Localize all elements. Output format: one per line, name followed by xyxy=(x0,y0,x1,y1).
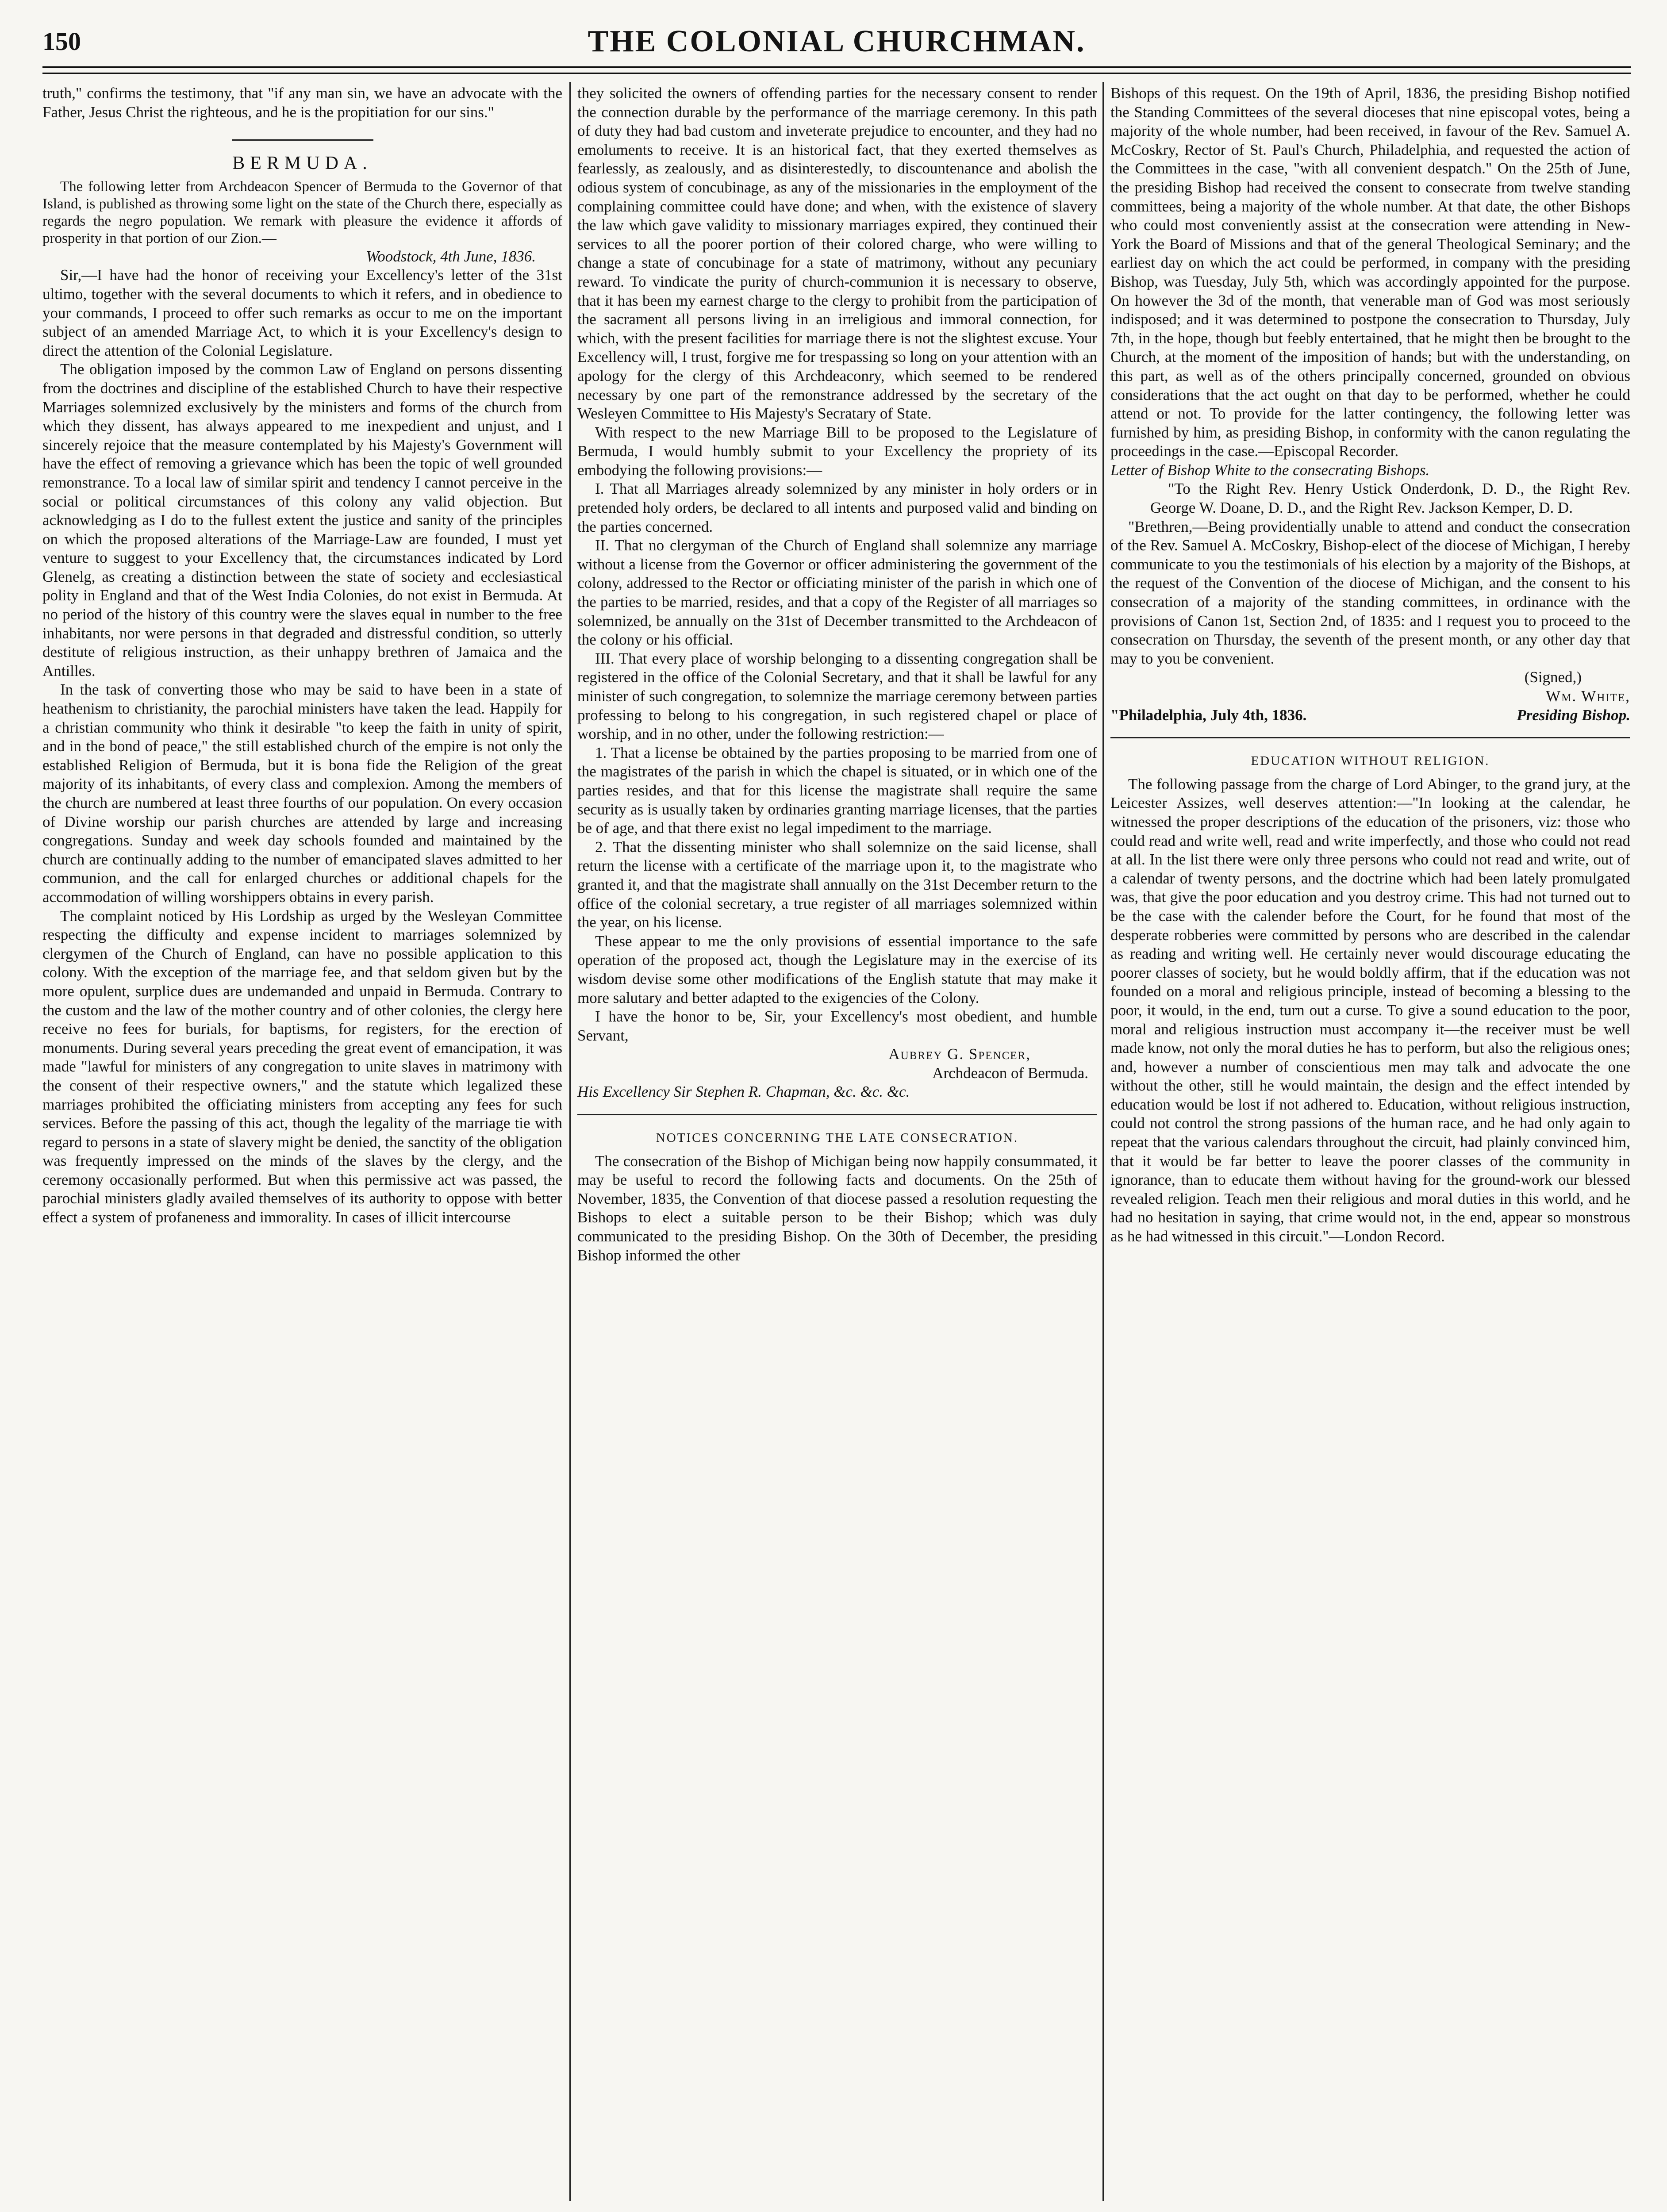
section-rule xyxy=(577,1114,1097,1115)
paragraph: These appear to me the only provisions of essential importance to the safe operation of the proposed act, though the Legislature may in the exercise of its wisdom devise some other modifications of the English statute that may make it more salutary and better adapted to the exigencies of the Colony. xyxy=(577,932,1097,1006)
letter-heading: Letter of Bishop White to the consecrating Bishops. xyxy=(1110,461,1430,479)
education-heading: EDUCATION WITHOUT RELIGION. xyxy=(1251,754,1490,768)
page-number: 150 xyxy=(42,27,81,56)
column-1 xyxy=(42,84,562,2199)
page-header xyxy=(42,18,1631,66)
paragraph: Bishops of this request. On the 19th of April, 1836, the presiding Bishop notified the Standing Committees of the several dioceses that nine episcopal votes, being a majority of the whole number, had been received, in favour of the Rev. Samuel A. McCoskry, Rector of St. Paul's Church, Philadelphia, and requested the action of the Committees in the case, "with all convenient despatch." On the 25th of June, the presiding Bishop had received the consent to consecrate from twelve standing committees, being a majority of the whole number. At that date, the other Bishops who could most conveniently assist at the consecration were attending in New-York the Board of Missions and that of the general Theological Seminary; and the earliest day on which the act could be performed, in company with the presiding Bishop, was Tuesday, July 5th, which was accordingly appointed for the purpose. On however the 3d of the month, that venerable man of God was most seriously indisposed; and it was determined to postpone the consecration to Thursday, July 7th, in the hope, though but feebly entertained, that he might then be brought to the Church, at the moment of the imposition of hands; but with the understanding, on this part, as well as of the others principally concerned, grounded on obvious considerations that the act ought on that day to be performed, whether he could attend or not. To provide for the latter contingency, the following letter was furnished by him, as presiding Bishop, in conformity with the canon regulating the proceedings in the case.—Episcopal Recorder. xyxy=(1110,84,1630,460)
paragraph: The consecration of the Bishop of Michigan being now happily consummated, it may be useful to record the following facts and documents. On the 25th of November, 1835, the Convention of that diocese passed a resolution requesting the Bishops to elect a suitable person to be their Bishop; which was duly communicated to the presiding Bishop. On the 30th of December, the presiding Bishop informed the other xyxy=(577,1152,1097,1264)
signed-mark: (Signed,) xyxy=(1524,668,1582,686)
opening-text: truth," confirms the testimony, that "if any man sin, we have an advocate with the Father, Jesus Christ the righteous, and he is the propitiation for our sins." xyxy=(42,84,562,121)
signature-name: Wm. White, xyxy=(1546,687,1630,705)
paragraph: they solicited the owners of offending parties for the necessary consent to render the connection durable by the performance of the marriage ceremony. In this path of duty they had bad custom and inveterate prejudice to encounter, and they had no emoluments to receive. It is an historical fact, that they exerted themselves as fearlessly, as zealously, and as disinterestedly, to discountenance and abolish the odious system of concubinage, as any of the missionaries in the employment of the complaining committee could have done; and when, with the existence of slavery the law which gave validity to missionary marriages expired, they continued their services to all the poorer portion of their colored charge, who were willing to change a state of concubinage for a state of matrimony, without any pecuniary reward. To vindicate the purity of church-communion it is necessary to observe, that it has been my earnest charge to the clergy to prohibit from the participation of the sacrament all persons living in an irreligious and immoral connection, for which, with the present facilities for marriage there is not the slightest excuse. Your Excellency will, I trust, forgive me for trespassing so long on your attention with an apology for the clergy of this Archdeaconry, which seemed to be rendered necessary by one part of the remonstrance addressed by the secretary of the Wesleyen Committee to His Majesty's Secratary of State. xyxy=(577,84,1097,422)
signature-title: Archdeacon of Bermuda. xyxy=(932,1064,1088,1082)
paragraph: The following passage from the charge of Lord Abinger, to the grand jury, at the Leicester Assizes, well deserves attention:—"In looking at the calendar, he witnessed the proper descriptions of the education of the prisoners, viz: those who could read and write well, read and write imperfectly, and those who could not read at all. In the list there were only three persons who could not read and write, out of a calendar of twenty persons, and the doctrine which had been lately promulgated was, that give the poor education and you destroy crime. This had not turned out to be the case with the calender before the Court, for he found that most of the desperate robberies were committed by persons who are described in the calendar as reading and writing well. He certainly never would discourage educating the poorer classes of society, but he would boldly affirm, that if the education was not founded on a moral and religious principle, instead of becoming a blessing to the poor, it would, in the end, turn out a curse. To give a sound education to the poor, moral and religious instruction must accompany it—the receiver must be well made know, not only the moral duties he has to perform, but also the religious ones; and, however a number of conscientious men may talk and advocate the one without the other, still he would maintain, the design and the effect intended by education would be lost if not adhered to. Education, without religious instruction, could not control the strong passions of the human race, and he had only again to repeat that the various calendars throughout the circuit, had plainly convinced him, that it would be far better to leave the poorer classes of the community in ignorance, than to educate them without having for the ground-work our blessed revealed religion. Teach men their religious and moral duties in this world, and he had no hesitation in saying, that crime would not, in the end, appear so monstrous as he had witnessed in this circuit."—London Record. xyxy=(1110,775,1630,1245)
signature-role: Presiding Bishop. xyxy=(1517,706,1630,724)
bermuda-heading: BERMUDA. xyxy=(232,153,373,174)
column-3 xyxy=(1110,84,1630,2199)
paragraph: 1. That a license be obtained by the parties proposing to be married from one of the magistrates of the parish in which the chapel is situated, or in which one of the parties resides, and that for this license the magistrate shall require the same security as is usually taken by ordinaries granting marriage licenses, that the parties be of age, and that there exist no legal impediment to the marriage. xyxy=(577,744,1097,837)
paragraph: With respect to the new Marriage Bill to be proposed to the Legislature of Bermuda, I would humbly submit to your Excellency the propriety of its embodying the following provisions:— xyxy=(577,423,1097,479)
column-2 xyxy=(577,84,1097,2199)
paragraph: The obligation imposed by the common Law of England on persons dissenting from the doctrines and discipline of the established Church to have their respective Marriages solemnized exclusively by the ministers and forms of the church from which they dissent, has always appeared to me inexpedient and unjust, and I sincerely rejoice that the measure contemplated by his Majesty's Government will have the effect of removing a grievance which has been the topic of well grounded remonstrance. To a local law of similar spirit and tendency I cannot perceive in the social or political circumstances of this colony any valid objection. But acknowledging as I do to the fullest extent the justice and sanity of the principles on which the proposed alterations of the Marriage-Law are founded, I must yet venture to suggest to your Excellency that, the circumstances indicated by Lord Glenelg, as creating a distinction between the state of society and ecclesiastical polity in England and that of the West India Colonies, do not exist in Bermuda. At no period of the history of this country were the slaves equal in number to the free inhabitants, nor were persons in that degraded and distressful condition, so utterly destitute of religious instruction, as their unhappy brethren of Jamaica and the Antilles. xyxy=(42,361,562,680)
column-divider xyxy=(1102,82,1104,2201)
section-rule xyxy=(232,139,373,141)
paragraph: The complaint noticed by His Lordship as urged by the Wesleyan Committee respecting the difficulty and expense incident to marriages solemnized by clergymen of the Church of England, can have no possible application to this colony. With the exception of the marriage fee, and that seldom given but by the more opulent, surplice dues are undemanded and unpaid in Bermuda. Contrary to the custom and the law of the mother country and of other colonies, the clergy here receive no fees for burials, for baptisms, for registers, for the erection of monuments. During several years preceding the great event of emancipation, it was made "lawful for ministers of any congregation to unite slaves in matrimony with the consent of their respective owners," and the statute which legalized these marriages prohibited the officiating ministers from accepting any fees for such services. Before the passing of this act, though the legality of the marriage tie with regard to persons in a state of slavery might be denied, the sanctity of the obligation was frequently impressed on the minds of the slaves by the clergy, and the ceremony occasionally performed. But when this permissive act was passed, the parochial ministers gladly availed themselves of its authority to oppose with better effect a system of profaneness and immorality. In cases of illicit intercourse xyxy=(42,907,562,1226)
editor-intro: The following letter from Archdeacon Spencer of Bermuda to the Governor of that Island, is published as throwing some light on the state of the Church there, especially as regards the negro population. We remark with pleasure the evidence it affords of prosperity in that portion of our Zion.— xyxy=(42,178,562,246)
paragraph: III. That every place of worship belonging to a dissenting congregation shall be registered in the office of the Colonial Secretary, and that it shall be lawful for any minister of such congregation, to solemnize the marriage ceremony between parties professing to belong to his congregation, in such registered chapel or place of worship, and in no other, under the following restriction:— xyxy=(577,649,1097,743)
header-rule xyxy=(42,66,1631,74)
paragraph: I have the honor to be, Sir, your Excellency's most obedient, and humble Servant, xyxy=(577,1008,1097,1044)
paragraph: II. That no clergyman of the Church of England shall solemnize any marriage without a license from the Governor or officer administering the government of the colony, addressed to the Rector or officiating minister of the parish in which one of the parties to be married, resides, and that a copy of the Register of all marriages so solemnized, be annually on the 31st of December transmitted to the Archdeacon of the colony or his official. xyxy=(577,537,1097,649)
signature-line xyxy=(1110,706,1630,725)
signature-name: Aubrey G. Spencer, xyxy=(888,1045,1031,1063)
letter-dateline: Woodstock, 4th June, 1836. xyxy=(366,247,536,265)
place-date: "Philadelphia, July 4th, 1836. xyxy=(1110,706,1307,724)
paragraph: In the task of converting those who may be said to have been in a state of heathenism to christianity, the parochial ministers have taken the lead. Happily for a christian community who think it desirable "to keep the faith in unity of spirit, and in the bond of peace," the still established church of the empire is not only the established Religion of Bermuda, but it is bona fide the Religion of the great majority of its inhabitants, of every class and complexion. Among the members of the church are numbered at least three fourths of our population. On every occasion of Divine worship our parish churches are attended by large and increasing congregations. Sunday and week day schools founded and maintained by the church are continually adding to the number of emancipated slaves admitted to her communion, and the call for enlarged churches or additional chapels for the accommodation of willing worshippers obtains in every parish. xyxy=(42,681,562,906)
letter-body: "Brethren,—Being providentially unable to attend and conduct the consecration of the Rev. Samuel A. McCoskry, Bishop-elect of the diocese of Michigan, I hereby communicate to you the testimonials of his election by a majority of the Bishops, at the request of the Convention of the diocese of Michigan, and the consent to his consecration of a majority of the standing committees, in ordinance with the provisions of Canon 1st, Section 2nd, of 1835: and I request you to proceed to the consecration on Thursday, the seventh of the present month, or any other day that may to you be convenient. xyxy=(1110,518,1630,667)
notices-heading: NOTICES CONCERNING THE LATE CONSECRATION. xyxy=(656,1131,1019,1145)
section-rule xyxy=(1110,737,1630,738)
paragraph: I. That all Marriages already solemnized by any minister in holy orders or in pretended holy orders, be declared to all intents and purposed valid and binding on the parties concerned. xyxy=(577,480,1097,535)
paragraph: 2. That the dissenting minister who shall solemnize on the said license, shall return the license with a certificate of the marriage upon it, to the magistrate who granted it, and that the magistrate shall annually on the 31st December return to the office of the colonial secretary, a true register of all marriages solemnized within the year, on his license. xyxy=(577,838,1097,931)
masthead-title: THE COLONIAL CHURCHMAN. xyxy=(588,24,1086,58)
letter-addressee: His Excellency Sir Stephen R. Chapman, &c. &c. &c. xyxy=(577,1083,910,1101)
paragraph: Sir,—I have had the honor of receiving your Excellency's letter of the 31st ultimo, together with the several documents to which it refers, and in obedience to your commands, I proceed to offer such remarks as occur to me on the important subject of an amended Marriage Act, to which it is your Excellency's design to direct the attention of the Colonial Legislature. xyxy=(42,266,562,359)
column-divider xyxy=(569,82,571,2201)
letter-address: "To the Right Rev. Henry Ustick Onderdonk, D. D., the Right Rev. George W. Doane, D. D., and the Right Rev. Jackson Kemper, D. D. xyxy=(1150,480,1630,517)
